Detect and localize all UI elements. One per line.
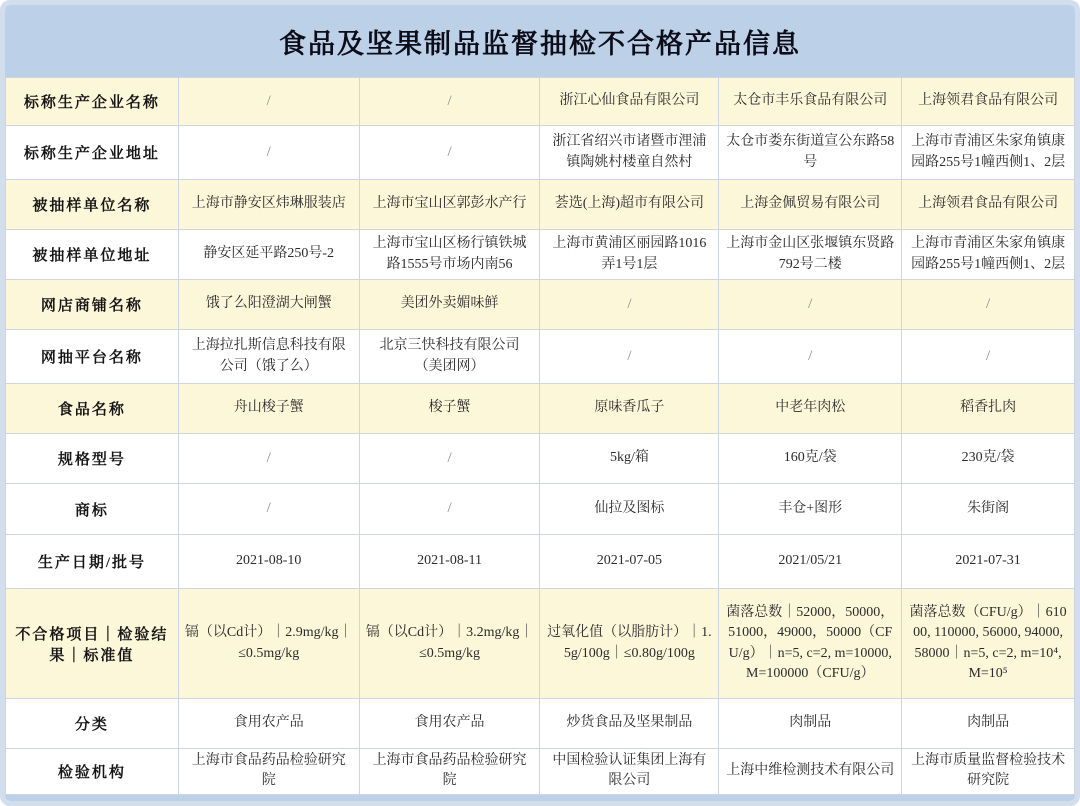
cell: / — [178, 78, 359, 126]
table-row — [6, 535, 1075, 589]
cell: 太仓市丰乐食品有限公司 — [719, 78, 902, 126]
table-row — [6, 434, 1075, 484]
cell: 上海领君食品有限公司 — [902, 180, 1075, 230]
cell: / — [540, 330, 719, 384]
cell: 5kg/箱 — [540, 434, 719, 484]
cell: 上海拉扎斯信息科技有限公司（饿了么） — [178, 330, 359, 384]
cell: 上海市宝山区郭彭水产行 — [359, 180, 540, 230]
cell: 镉（以Cd计）｜2.9mg/kg｜≤0.5mg/kg — [178, 589, 359, 699]
cell: 上海金佩贸易有限公司 — [719, 180, 902, 230]
cell: 160克/袋 — [719, 434, 902, 484]
cell: 原味香瓜子 — [540, 384, 719, 434]
products-table — [5, 77, 1075, 795]
table-row — [6, 484, 1075, 535]
cell: 上海市食品药品检验研究院 — [178, 749, 359, 795]
table-row — [6, 384, 1075, 434]
cell: 菌落总数｜52000，50000，51000，49000，50000（CFU/g）｜n=5, c=2, m=10000, M=100000（CFU/g） — [719, 589, 902, 699]
cell: 上海市金山区张堰镇东贤路792号二楼 — [719, 230, 902, 280]
cell: 炒货食品及坚果制品 — [540, 699, 719, 749]
cell: / — [359, 434, 540, 484]
cell: / — [719, 330, 902, 384]
row-label: 规格型号 — [6, 434, 179, 484]
cell: 上海中维检测技术有限公司 — [719, 749, 902, 795]
title-bar — [5, 5, 1075, 77]
cell: 上海市黄浦区丽园路1016弄1号1层 — [540, 230, 719, 280]
cell: 2021-07-05 — [540, 535, 719, 589]
table-row — [6, 589, 1075, 699]
cell: / — [359, 484, 540, 535]
cell: 2021-08-10 — [178, 535, 359, 589]
table-row — [6, 699, 1075, 749]
cell: 北京三快科技有限公司（美团网） — [359, 330, 540, 384]
table-row — [6, 280, 1075, 330]
row-label: 网抽平台名称 — [6, 330, 179, 384]
cell: 上海市宝山区杨行镇铁城路1555号市场内南56 — [359, 230, 540, 280]
cell: 上海市青浦区朱家角镇康园路255号1幢西侧1、2层 — [902, 230, 1075, 280]
cell: 食用农产品 — [359, 699, 540, 749]
cell: 230克/袋 — [902, 434, 1075, 484]
row-label: 分类 — [6, 699, 179, 749]
cell: 荟选(上海)超市有限公司 — [540, 180, 719, 230]
row-label: 标称生产企业地址 — [6, 126, 179, 180]
cell: 2021-07-31 — [902, 535, 1075, 589]
cell: 2021-08-11 — [359, 535, 540, 589]
cell: 上海市青浦区朱家角镇康园路255号1幢西侧1、2层 — [902, 126, 1075, 180]
row-label: 食品名称 — [6, 384, 179, 434]
cell: 上海领君食品有限公司 — [902, 78, 1075, 126]
row-label: 标称生产企业名称 — [6, 78, 179, 126]
row-label: 被抽样单位名称 — [6, 180, 179, 230]
cell: 菌落总数（CFU/g）｜61000, 110000, 56000, 94000, 58000｜n=5, c=2, m=10⁴, M=10⁵ — [902, 589, 1075, 699]
cell: 朱街阁 — [902, 484, 1075, 535]
cell: 舟山梭子蟹 — [178, 384, 359, 434]
cell: 肉制品 — [902, 699, 1075, 749]
cell: 太仓市娄东街道宣公东路58号 — [719, 126, 902, 180]
cell: 梭子蟹 — [359, 384, 540, 434]
table-body — [6, 78, 1075, 795]
row-label: 被抽样单位地址 — [6, 230, 179, 280]
row-label: 不合格项目｜检验结果｜标准值 — [6, 589, 179, 699]
row-label: 生产日期/批号 — [6, 535, 179, 589]
table-row — [6, 126, 1075, 180]
table-row — [6, 180, 1075, 230]
cell: 食用农产品 — [178, 699, 359, 749]
row-label: 商标 — [6, 484, 179, 535]
cell: 饿了么阳澄湖大闸蟹 — [178, 280, 359, 330]
cell: / — [359, 78, 540, 126]
cell: 过氧化值（以脂肪计）｜1.5g/100g｜≤0.80g/100g — [540, 589, 719, 699]
cell: 仙拉及图标 — [540, 484, 719, 535]
cell: / — [719, 280, 902, 330]
row-label: 检验机构 — [6, 749, 179, 795]
table-row — [6, 749, 1075, 795]
table-row — [6, 230, 1075, 280]
cell: 浙江心仙食品有限公司 — [540, 78, 719, 126]
cell: / — [178, 484, 359, 535]
cell: 上海市食品药品检验研究院 — [359, 749, 540, 795]
cell: / — [359, 126, 540, 180]
cell: 静安区延平路250号-2 — [178, 230, 359, 280]
cell: 肉制品 — [719, 699, 902, 749]
cell: / — [902, 280, 1075, 330]
cell: 丰仓+图形 — [719, 484, 902, 535]
bottom-bar — [5, 795, 1075, 805]
cell: 镉（以Cd计）｜3.2mg/kg｜≤0.5mg/kg — [359, 589, 540, 699]
table-row — [6, 330, 1075, 384]
row-label: 网店商铺名称 — [6, 280, 179, 330]
cell: 稻香扎肉 — [902, 384, 1075, 434]
cell: / — [178, 126, 359, 180]
cell: 上海市静安区炜琳服装店 — [178, 180, 359, 230]
cell: 中老年肉松 — [719, 384, 902, 434]
cell: 浙江省绍兴市诸暨市浬浦镇陶姚村楼童自然村 — [540, 126, 719, 180]
cell: 美团外卖媚味鲜 — [359, 280, 540, 330]
cell: / — [902, 330, 1075, 384]
table-row — [6, 78, 1075, 126]
cell: / — [540, 280, 719, 330]
cell: / — [178, 434, 359, 484]
cell: 上海市质量监督检验技术研究院 — [902, 749, 1075, 795]
cell: 中国检验认证集团上海有限公司 — [540, 749, 719, 795]
page-title: 食品及坚果制品监督抽检不合格产品信息 — [279, 28, 801, 59]
cell: 2021/05/21 — [719, 535, 902, 589]
